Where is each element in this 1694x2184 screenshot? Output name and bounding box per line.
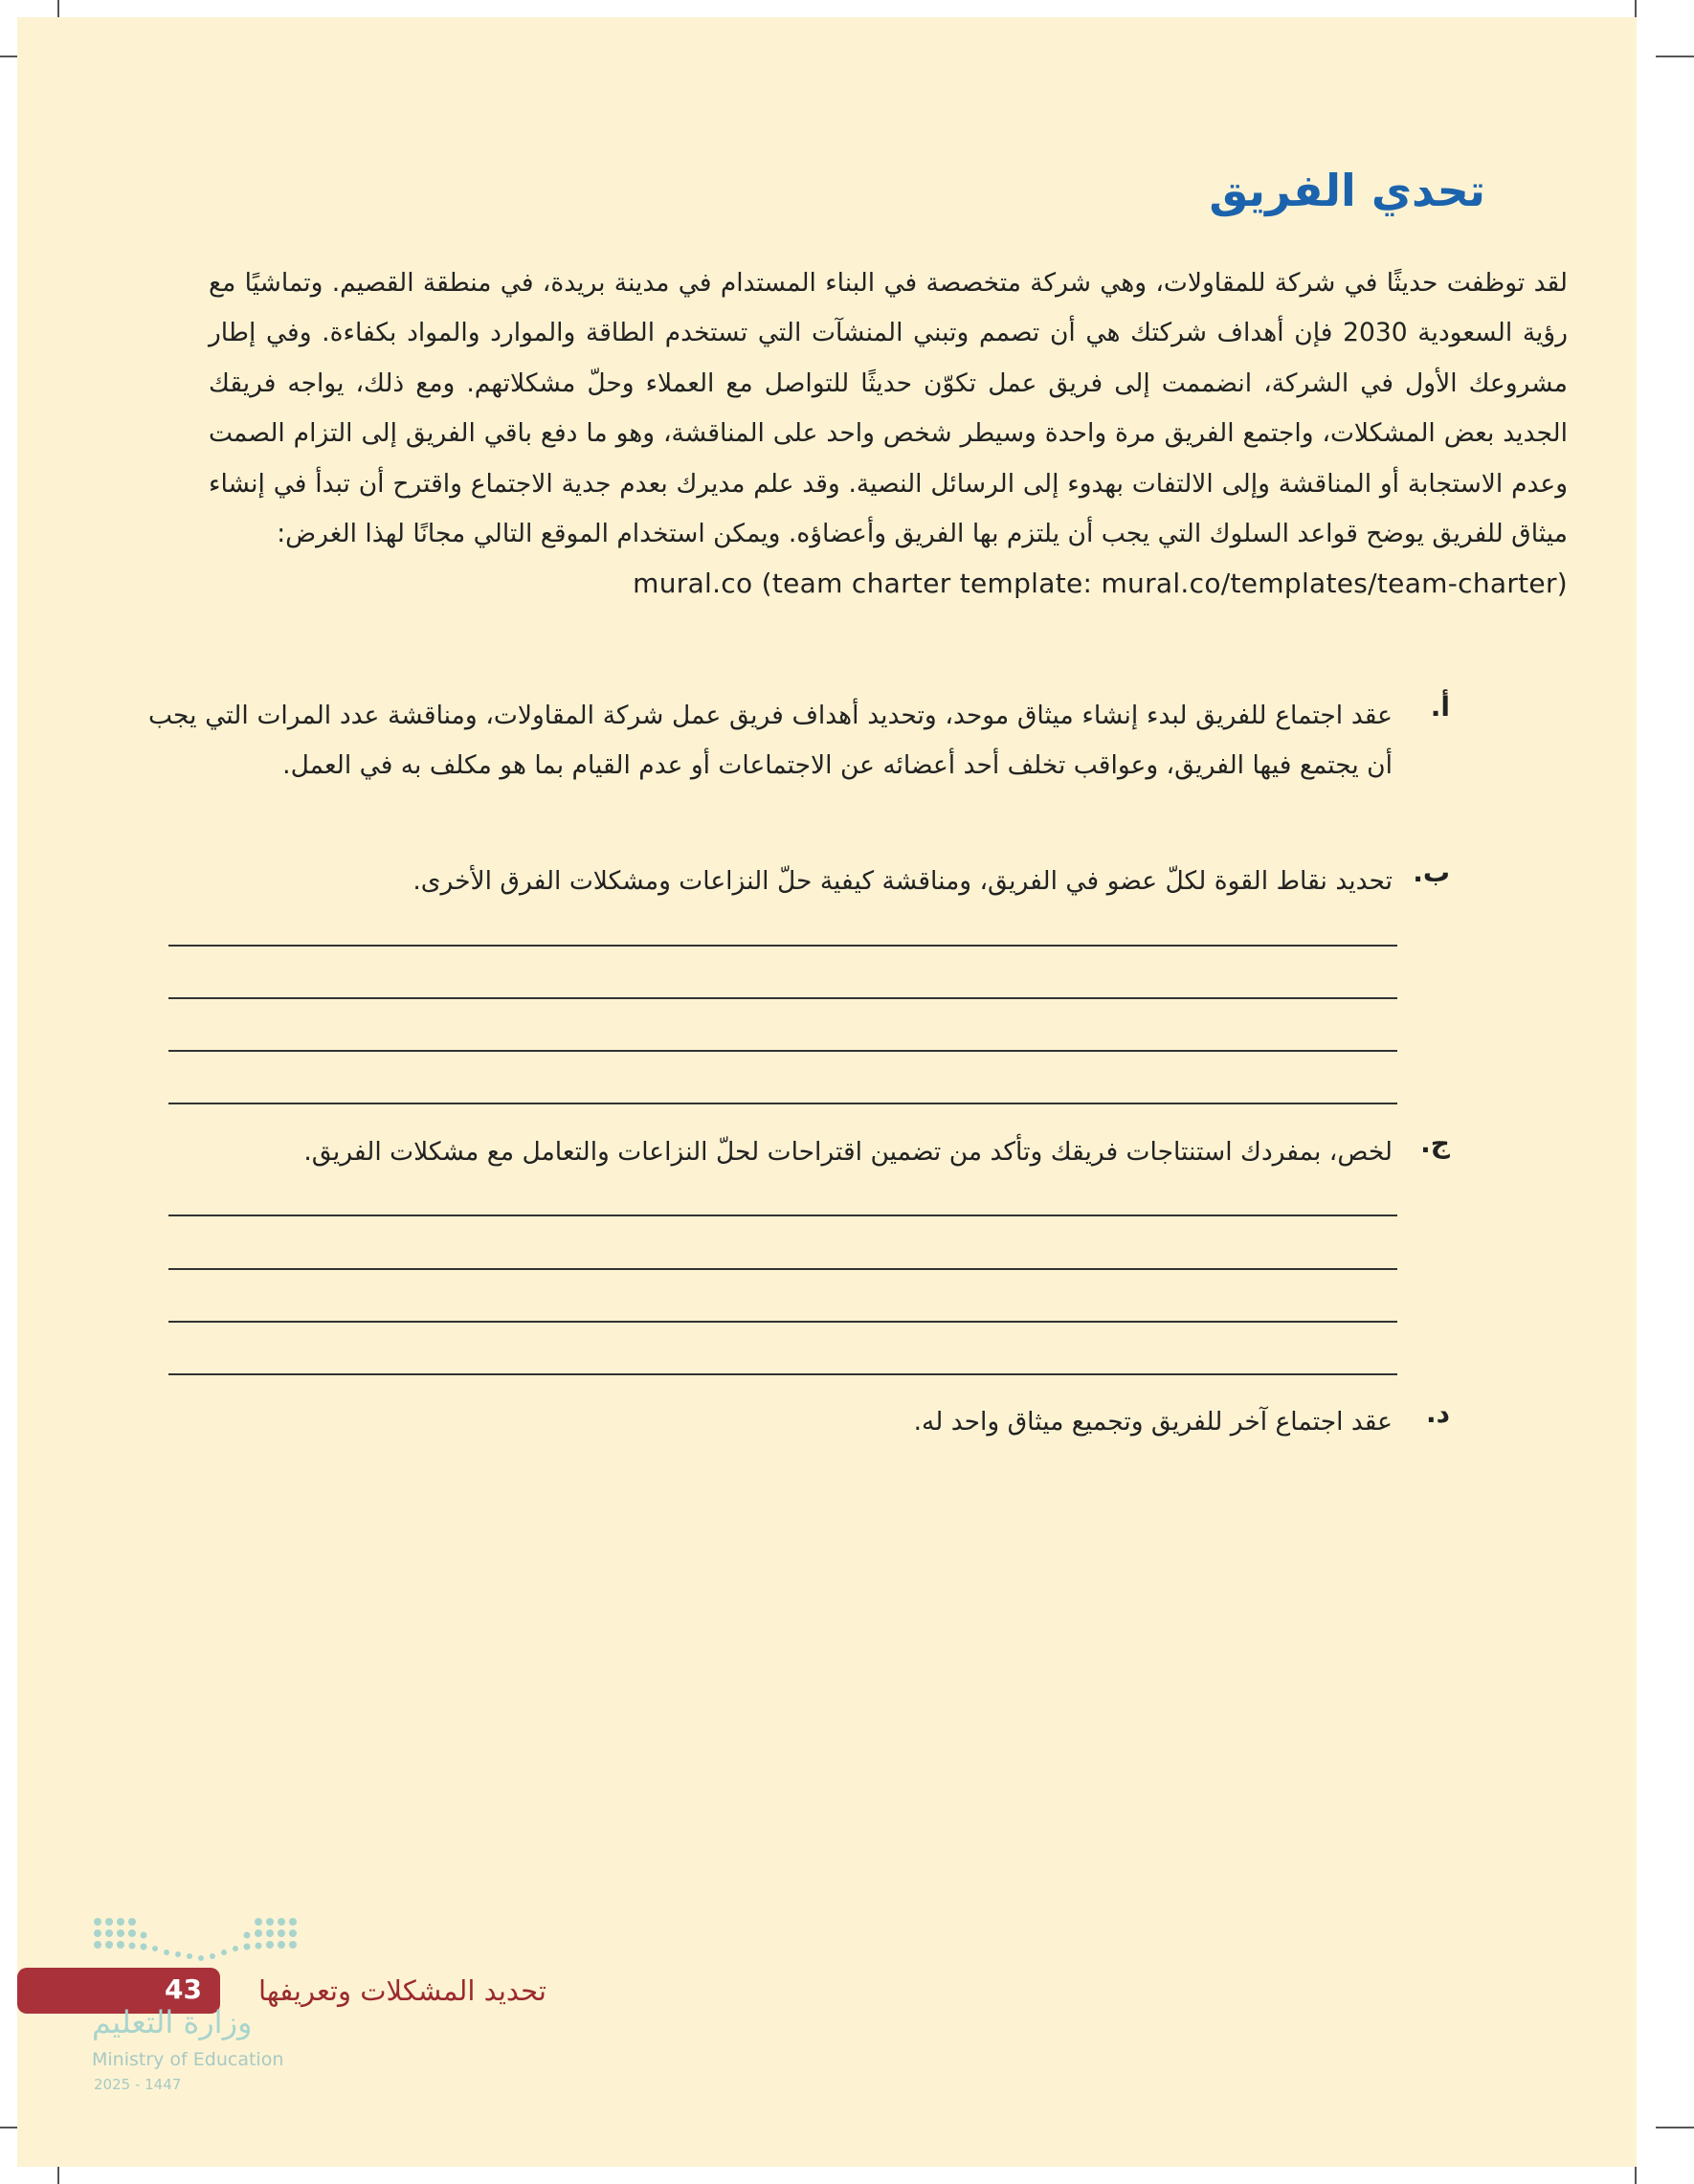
page-title: تحدي الفريق xyxy=(1209,165,1485,216)
url-line: mural.co (team charter template: mural.co/templates/team-charter) xyxy=(633,568,1568,600)
answer-line[interactable] xyxy=(168,945,1397,947)
ministry-name-arabic: وزارة التعليم xyxy=(92,2004,253,2040)
answer-line[interactable] xyxy=(168,1373,1397,1375)
edition-year: 2025 - 1447 xyxy=(94,2076,182,2093)
task-marker: أ. xyxy=(1430,691,1450,723)
answer-line[interactable] xyxy=(168,1103,1397,1104)
task-marker: د. xyxy=(1425,1397,1450,1429)
task-marker: ب. xyxy=(1413,857,1450,888)
chapter-title: تحديد المشكلات وتعريفها xyxy=(258,1974,546,2007)
task-marker: ج. xyxy=(1420,1127,1450,1159)
answer-line[interactable] xyxy=(168,1268,1397,1270)
page-number: 43 xyxy=(165,1973,202,2005)
task-text: عقد اجتماع للفريق لبدء إنشاء ميثاق موحد، وتحديد أهداف فريق عمل شركة المقاولات، ومناقشة عدد المرات التي يجب أن يجتمع فيها الفريق، وعواقب تخلف أحد أعضائه عن الاجتماعات أو عدم القيام بما هو مكلف به في العمل. xyxy=(148,701,1393,780)
answer-line[interactable] xyxy=(168,1321,1397,1323)
crop-mark xyxy=(1656,2127,1694,2128)
crop-mark xyxy=(1656,56,1694,57)
task-text: لخص، بمفردك استنتاجات فريقك وتأكد من تضمين اقتراحات لحلّ النزاعات والتعامل مع مشكلات الفريق. xyxy=(303,1137,1393,1167)
ministry-name-english: Ministry of Education xyxy=(92,2049,284,2070)
answer-line[interactable] xyxy=(168,997,1397,999)
answer-line[interactable] xyxy=(168,1050,1397,1052)
intro-text: لقد توظفت حديثًا في شركة للمقاولات، وهي شركة متخصصة في البناء المستدام في مدينة بريدة، في منطقة القصيم. وتماشيًا مع رؤية السعودية 2030 فإن أهداف شركتك هي أن تصمم وتبني المنشآت التي تستخدم الطاقة والموارد والمواد بكفاءة. وفي إطار مشروعك الأول في الشركة، انضممت إلى فريق عمل تكوّن حديثًا للتواصل مع العملاء وحلّ مشكلاتهم. ومع ذلك، يواجه فريقك الجديد بعض المشكلات، واجتمع الفريق مرة واحدة وسيطر شخص واحد على المناقشة، وهو ما دفع باقي الفريق إلى التزام الصمت وعدم الاستجابة أو المناقشة وإلى الالتفات بهدوء إلى الرسائل النصية. وقد علم مديرك بعدم جدية الاجتماع واقترح أن تبدأ في إنشاء ميثاق للفريق يوضح قواعد السلوك التي يجب أن يلتزم بها الفريق وأعضاؤه. ويمكن استخدام الموقع التالي مجانًا لهذا الغرض: xyxy=(209,268,1569,549)
task-text: تحديد نقاط القوة لكلّ عضو في الفريق، ومناقشة كيفية حلّ النزاعات ومشكلات الفرق الأخرى. xyxy=(412,866,1393,896)
task-text: عقد اجتماع آخر للفريق وتجميع ميثاق واحد له. xyxy=(913,1407,1393,1437)
intro-paragraph xyxy=(209,258,1568,610)
answer-line[interactable] xyxy=(168,1215,1397,1216)
